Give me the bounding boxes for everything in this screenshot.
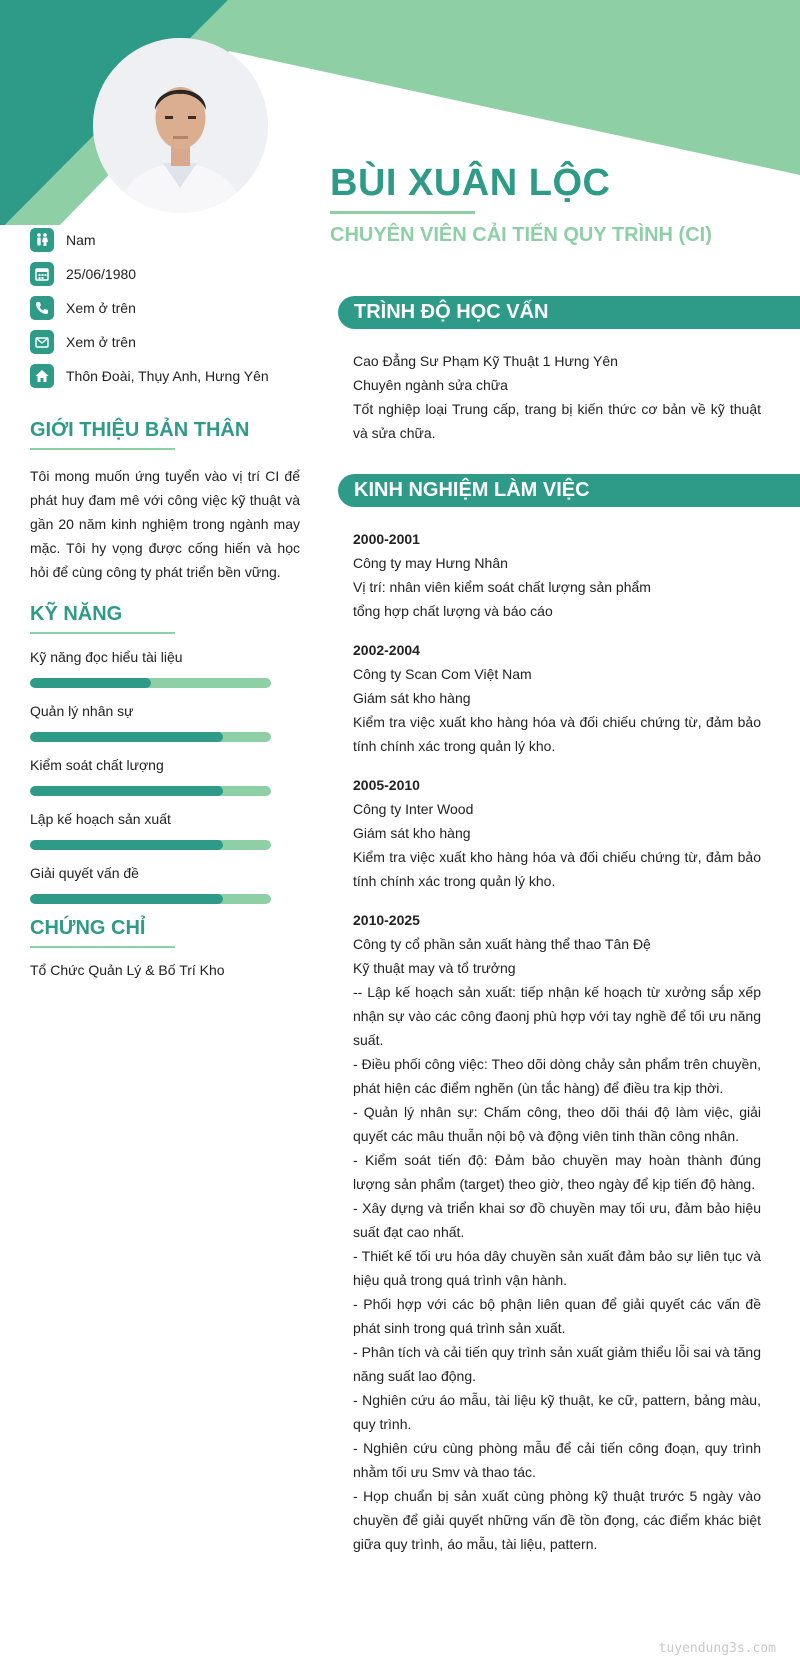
- skill-item: [30, 810, 300, 850]
- skill-item: [30, 756, 300, 796]
- job-line: Giám sát kho hàng: [353, 825, 471, 841]
- job-line: Giám sát kho hàng: [353, 690, 471, 706]
- certificate-item: Tổ Chức Quản Lý & Bố Trí Kho: [30, 962, 225, 978]
- name-underline: [330, 211, 475, 214]
- education-description: Tốt nghiệp loại Trung cấp, trang bị kiến thức cơ bản về kỹ thuật và sửa chữa.: [353, 401, 761, 441]
- experience-content: [353, 527, 761, 1571]
- skill-bar-fill: [30, 786, 223, 796]
- skills-section: [30, 603, 300, 904]
- skills-title: KỸ NĂNG: [30, 603, 123, 625]
- certificates-title: CHỨNG CHỈ: [30, 917, 146, 939]
- intro-title: GIỚI THIỆU BẢN THÂN: [30, 419, 250, 441]
- skill-bar-fill: [30, 894, 223, 904]
- education-title: TRÌNH ĐỘ HỌC VẤN: [354, 301, 549, 323]
- email-text: Xem ở trên: [66, 334, 136, 350]
- skill-bar: [30, 732, 271, 742]
- job-line: - Nghiên cứu cùng phòng mẫu để cải tiến công đoạn, quy trình nhằm tối ưu Smv và thao tác.: [353, 1440, 761, 1480]
- intro-underline: [30, 448, 175, 450]
- job-entry: [353, 527, 761, 623]
- skill-item: [30, 648, 300, 688]
- light-green-shape: [200, 0, 800, 175]
- skill-bar: [30, 894, 271, 904]
- job-line: - Kiểm soát tiến độ: Đảm bảo chuyền may hoàn thành đúng lượng sản phẩm (target) theo giờ, theo ngày để kịp tiến độ hàng.: [353, 1152, 761, 1192]
- job-line: -- Lập kế hoạch sản xuất: tiếp nhận kế hoạch từ xưởng sắp xếp nhận sự vào các công đaonj phù hợp với tay nghề để tối ưu năng suất.: [353, 984, 761, 1048]
- job-line: Kiểm tra việc xuất kho hàng hóa và đối chiếu chứng từ, đảm bảo tính chính xác trong quản lý kho.: [353, 714, 761, 754]
- skill-bar-fill: [30, 732, 223, 742]
- job-line: - Điều phối công việc: Theo dõi dòng chảy sản phẩm trên chuyền, phát hiện các điểm nghẽn (ùn tắc hàng) để điều tra kịp thời.: [353, 1056, 761, 1096]
- contact-address: [30, 359, 300, 393]
- job-company: Công ty Inter Wood: [353, 801, 474, 817]
- home-icon: [30, 364, 54, 388]
- job-line: - Phân tích và cải tiến quy trình sản xuất giảm thiểu lỗi sai và tăng năng suất lao động.: [353, 1344, 761, 1384]
- experience-banner: [338, 474, 800, 507]
- phone-icon: [30, 296, 54, 320]
- skill-bar: [30, 678, 271, 688]
- job-line: Kỹ thuật may và tổ trưởng: [353, 960, 516, 976]
- address-text: Thôn Đoài, Thụy Anh, Hưng Yên: [66, 368, 269, 384]
- job-company: Công ty cổ phần sản xuất hàng thể thao Tân Đệ: [353, 936, 651, 952]
- education-banner: [338, 296, 800, 329]
- job-company: Công ty Scan Com Việt Nam: [353, 666, 532, 682]
- job-entry: [353, 908, 761, 1556]
- education-school: Cao Đẳng Sư Phạm Kỹ Thuật 1 Hưng Yên: [353, 353, 618, 369]
- experience-title: KINH NGHIỆM LÀM VIỆC: [354, 479, 590, 501]
- gender-icon: [30, 228, 54, 252]
- job-company: Công ty may Hưng Nhân: [353, 555, 508, 571]
- contact-info: [30, 223, 300, 393]
- skill-bar: [30, 840, 271, 850]
- person-portrait-icon: [93, 38, 268, 213]
- skill-bar-fill: [30, 678, 151, 688]
- skills-underline: [30, 632, 175, 634]
- contact-gender: [30, 223, 300, 257]
- phone-text: Xem ở trên: [66, 300, 136, 316]
- skill-item: [30, 864, 300, 904]
- skill-label: Giải quyết vấn đề: [30, 865, 139, 881]
- intro-text: Tôi mong muốn ứng tuyển vào vị trí CI để phát huy đam mê với công việc kỹ thuật và gần 20 năm kinh nghiệm trong ngành may mặc. Tôi hy vọng được cống hiến và học hỏi để cùng công ty phát triển bền vững.: [30, 468, 300, 580]
- skill-label: Kỹ năng đọc hiểu tài liệu: [30, 649, 183, 665]
- certificates-underline: [30, 946, 175, 948]
- contact-email: [30, 325, 300, 359]
- candidate-name: BÙI XUÂN LỘC: [330, 162, 611, 204]
- job-line: - Thiết kế tối ưu hóa dây chuyền sản xuất đảm bảo sự liên tục và hiệu quả trong quá trình vận hành.: [353, 1248, 761, 1288]
- job-line: tổng hợp chất lượng và báo cáo: [353, 603, 553, 619]
- watermark: tuyendung3s.com: [658, 1641, 776, 1656]
- job-line: - Họp chuẩn bị sản xuất cùng phòng kỹ thuật trước 5 ngày vào chuyền để giải quyết những vấn đề tồn đọng, các điểm khác biệt giữa quy trình, áo mẫu, tài liệu, pattern.: [353, 1488, 761, 1552]
- skill-label: Kiểm soát chất lượng: [30, 757, 164, 773]
- calendar-icon: [30, 262, 54, 286]
- skill-item: [30, 702, 300, 742]
- job-line: Vị trí: nhân viên kiểm soát chất lượng sản phẩm: [353, 579, 651, 595]
- job-line: Kiểm tra việc xuất kho hàng hóa và đối chiếu chứng từ, đảm bảo tính chính xác trong quản lý kho.: [353, 849, 761, 889]
- job-period: 2000-2001: [353, 531, 420, 547]
- job-entry: [353, 638, 761, 758]
- skill-label: Lập kế hoạch sản xuất: [30, 811, 171, 827]
- job-period: 2005-2010: [353, 777, 420, 793]
- contact-birthday: [30, 257, 300, 291]
- job-line: - Nghiên cứu áo mẫu, tài liệu kỹ thuật, ke cữ, pattern, bảng màu, quy trình.: [353, 1392, 761, 1432]
- job-line: - Phối hợp với các bộ phận liên quan để giải quyết các vấn đề phát sinh trong quá trình sản xuất.: [353, 1296, 761, 1336]
- job-line: - Quản lý nhân sự: Chấm công, theo dõi thái độ làm việc, giải quyết các mâu thuẫn nội bộ và động viên tinh thần công nhân.: [353, 1104, 761, 1144]
- job-line: - Xây dựng và triển khai sơ đồ chuyền may tối ưu, đảm bảo hiệu suất đạt cao nhất.: [353, 1200, 761, 1240]
- profile-photo: [93, 38, 268, 213]
- job-period: 2010-2025: [353, 912, 420, 928]
- email-icon: [30, 330, 54, 354]
- skill-label: Quản lý nhân sự: [30, 703, 134, 719]
- certificates-section: [30, 917, 300, 978]
- skill-bar: [30, 786, 271, 796]
- birthday-text: 25/06/1980: [66, 266, 137, 282]
- gender-text: Nam: [66, 232, 96, 248]
- job-period: 2002-2004: [353, 642, 420, 658]
- intro-section: [30, 419, 300, 584]
- skill-bar-fill: [30, 840, 223, 850]
- education-content: [353, 349, 761, 445]
- job-title: CHUYÊN VIÊN CẢI TIẾN QUY TRÌNH (CI): [330, 224, 712, 246]
- contact-phone: [30, 291, 300, 325]
- job-entry: [353, 773, 761, 893]
- education-major: Chuyên ngành sửa chữa: [353, 377, 508, 393]
